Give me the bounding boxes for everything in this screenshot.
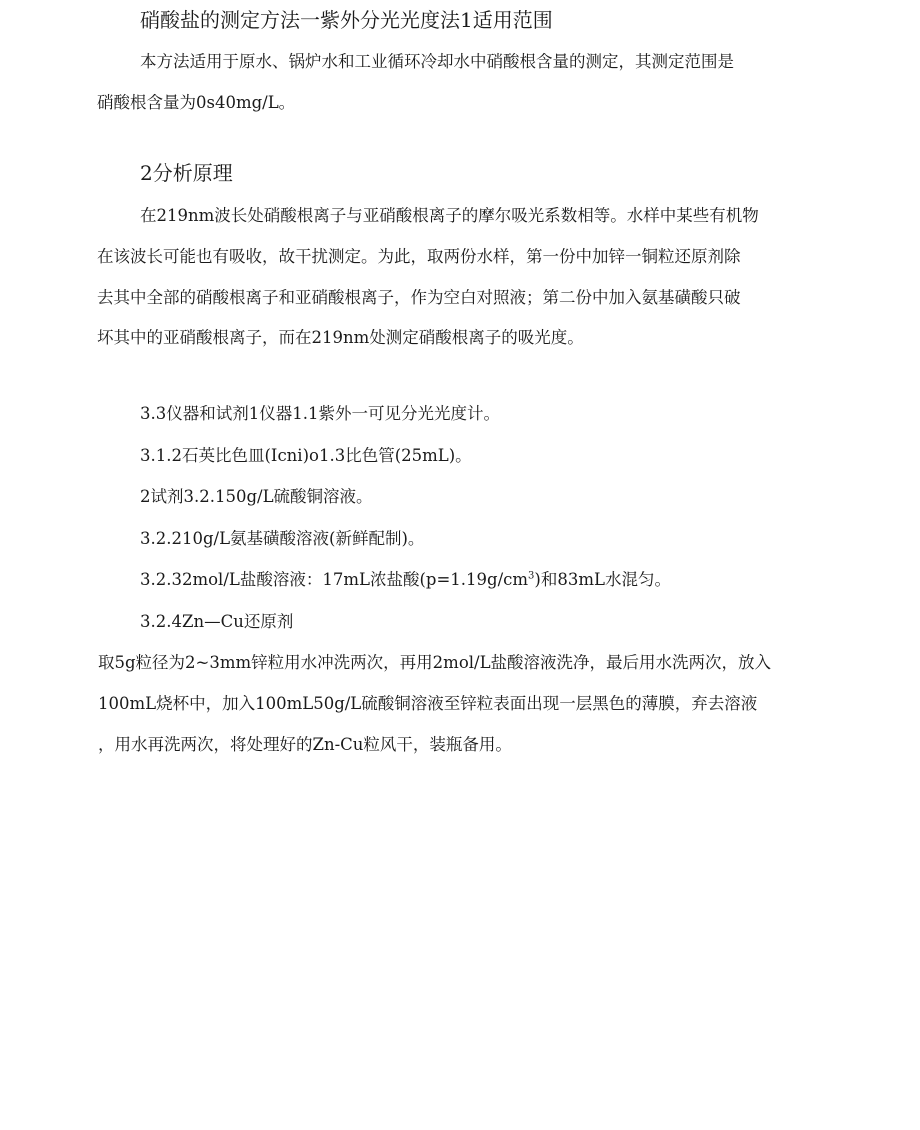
list-item-instruments: 3.3仪器和试剂1仪器1.1紫外一可见分光光度计。	[140, 404, 500, 423]
paragraph-line: 取5g粒径为2~3mm锌粒用水冲洗两次，再用2mol/L盐酸溶液洗净，最后用水洗两次，放入	[98, 653, 772, 672]
paragraph-line: 硝酸根含量为0s40mg/L。	[97, 93, 296, 112]
list-item-text: 3.2.32mol/L盐酸溶液：17mL浓盐酸(p=1.19g/cm	[140, 570, 529, 589]
superscript: 3	[528, 570, 535, 582]
list-item-reagents: 2试剂3.2.150g/L硫酸铜溶液。	[140, 487, 373, 506]
list-item: 3.2.4Zn—Cu还原剂	[140, 612, 294, 631]
list-item	[140, 568, 671, 592]
list-item: 3.1.2石英比色皿(Icni)o1.3比色管(25mL)。	[140, 446, 472, 465]
paragraph-line: ，用水再洗两次，将处理好的Zn-Cu粒风干，装瓶备用。	[98, 735, 512, 754]
paragraph-line: 去其中全部的硝酸根离子和亚硝酸根离子，作为空白对照液；第二份中加入氨基磺酸只破	[97, 288, 741, 307]
list-item: 3.2.210g/L氨基磺酸溶液(新鲜配制)。	[140, 529, 425, 548]
list-item-text: )和83mL水混匀。	[534, 570, 671, 589]
paragraph-line: 100mL烧杯中，加入100mL50g/L硫酸铜溶液至锌粒表面出现一层黑色的薄膜，弃去溶液	[98, 694, 758, 713]
section-heading-scope: 硝酸盐的测定方法一紫外分光光度法1适用范围	[140, 8, 553, 32]
paragraph-line: 在该波长可能也有吸收，故干扰测定。为此，取两份水样，第一份中加锌一铜粒还原剂除	[97, 247, 741, 266]
paragraph-line: 坏其中的亚硝酸根离子，而在219nm处测定硝酸根离子的吸光度。	[97, 328, 584, 347]
paragraph-line: 本方法适用于原水、锅炉水和工业循环冷却水中硝酸根含量的测定，其测定范围是	[140, 52, 734, 71]
section-heading-principle: 2分析原理	[140, 161, 233, 185]
paragraph-line: 在219nm波长处硝酸根离子与亚硝酸根离子的摩尔吸光系数相等。水样中某些有机物	[140, 206, 759, 225]
